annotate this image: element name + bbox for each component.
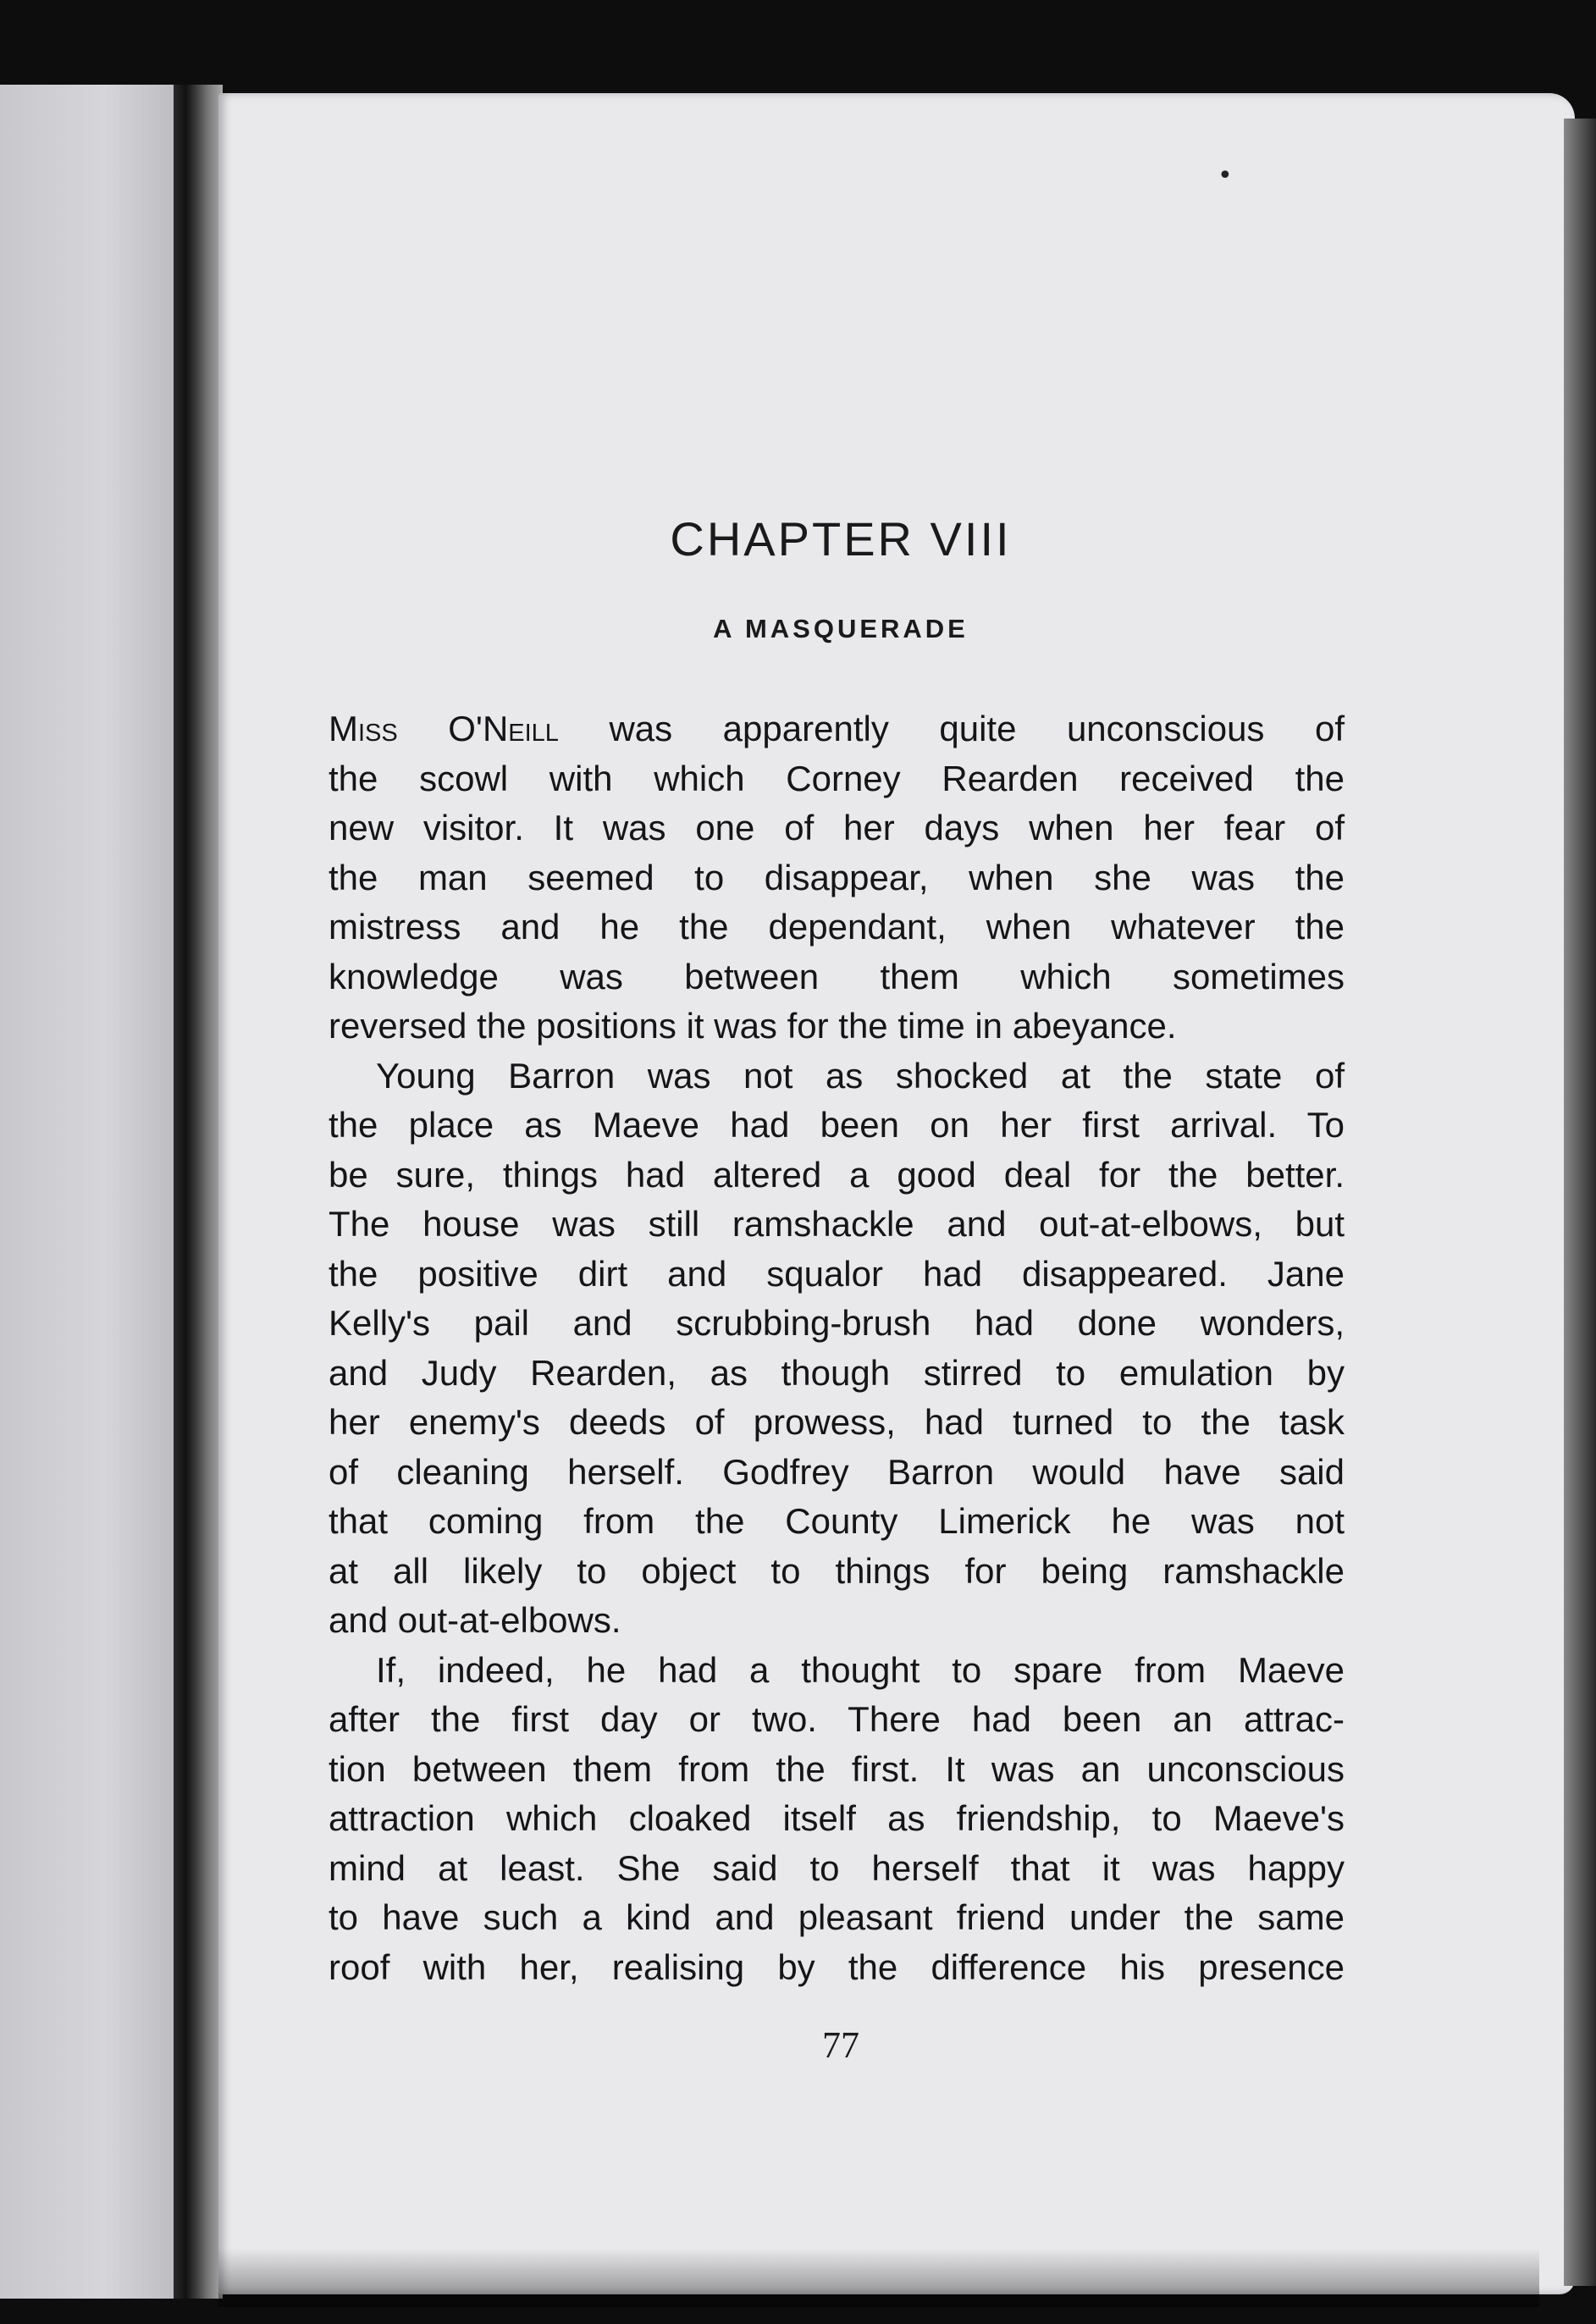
bottom-page-shadow xyxy=(218,2248,1539,2307)
text-line: be sure, things had altered a good deal for the better. xyxy=(329,1154,1345,1195)
text-line: her enemy's deeds of prowess, had turned to the task xyxy=(329,1402,1345,1442)
text-line: roof with her, realising by the difference his presence xyxy=(329,1946,1345,1987)
text-line: and out-at-elbows. xyxy=(329,1600,621,1640)
text-line: tion between them from the first. It was an unconscious xyxy=(329,1748,1345,1789)
body-text xyxy=(329,704,1345,1992)
text-line: of cleaning herself. Godfrey Barron would have said xyxy=(329,1451,1345,1492)
chapter-title: CHAPTER VIII xyxy=(670,512,1012,566)
text-line: mistress and he the dependant, when whatever the xyxy=(329,907,1345,947)
book-gutter xyxy=(174,85,223,2299)
page-number: 77 xyxy=(822,2024,859,2066)
drop-lead-name: Miss O'Neill xyxy=(329,709,559,748)
text-line: the place as Maeve had been on her first arrival. To xyxy=(329,1105,1345,1145)
left-page-edge xyxy=(0,85,174,2299)
text-line: knowledge was between them which sometimes xyxy=(329,956,1345,996)
text-line: reversed the positions it was for the time in abeyance. xyxy=(329,1006,1177,1046)
text-line: after the first day or two. There had been an attrac- xyxy=(329,1699,1345,1739)
text-line: Young Barron was not as shocked at the state of xyxy=(376,1055,1345,1096)
text-line: the man seemed to disappear, when she was the xyxy=(329,857,1345,897)
chapter-subtitle: A MASQUERADE xyxy=(713,614,969,643)
right-page-edge-shadow xyxy=(1564,119,1596,2286)
text-line: the positive dirt and squalor had disappeared. Jane xyxy=(329,1253,1345,1294)
text-line: attraction which cloaked itself as friendship, to Maeve's xyxy=(329,1798,1345,1838)
text-line: mind at least. She said to herself that it was happy xyxy=(329,1847,1345,1888)
text-line xyxy=(329,704,1345,754)
text-line: and Judy Rearden, as though stirred to emulation by xyxy=(329,1352,1345,1393)
text-line: at all likely to object to things for being ramshackle xyxy=(329,1550,1345,1591)
text-line: the scowl with which Corney Rearden received the xyxy=(329,758,1345,798)
text-line: that coming from the County Limerick he was not xyxy=(329,1501,1345,1541)
text-line: to have such a kind and pleasant friend under the same xyxy=(329,1897,1345,1937)
text-line: Kelly's pail and scrubbing-brush had done wonders, xyxy=(329,1303,1345,1343)
text-line: new visitor. It was one of her days when her fear of xyxy=(329,808,1345,847)
printer-mark: • xyxy=(1218,161,1233,190)
text-line: If, indeed, he had a thought to spare from Maeve xyxy=(376,1649,1345,1690)
text-line-content: was apparently quite unconscious of xyxy=(558,709,1345,748)
text-line: The house was still ramshackle and out-at-elbows, but xyxy=(329,1204,1345,1244)
